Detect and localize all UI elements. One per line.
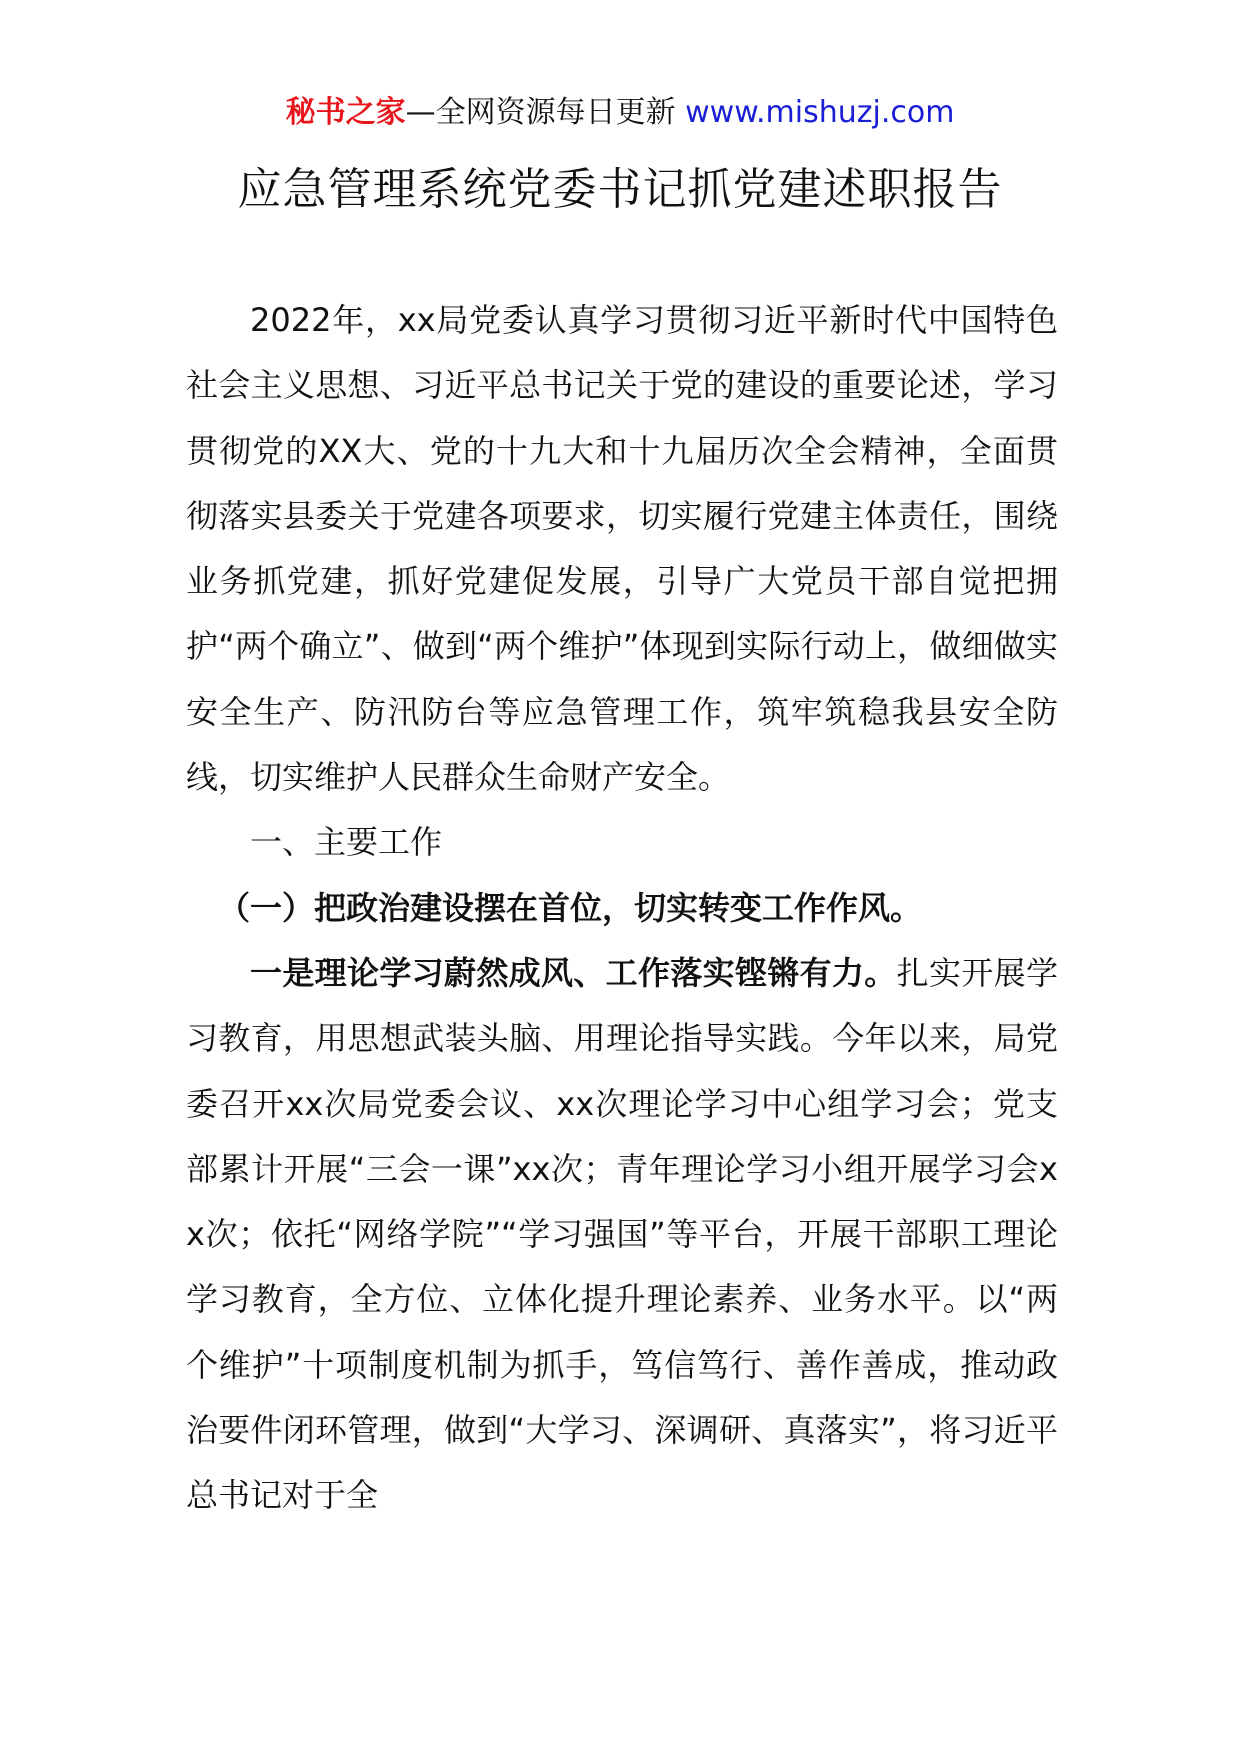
point1-body: 扎实开展学习教育，用思想武装头脑、用理论指导实践。今年以来，局党委召开xx次局党委会议、xx次理论学习中心组学习会；党支部累计开展“三会一课”xx次；青年理论学习小组开展学习会xx次；依托“网络学院”“学习强国”等平台，开展干部职工理论学习教育，全方位、立体化提升理论素养、业务水平。以“两个维护”十项制度机制为抓手，笃信笃行、善作善成，推动政治要件闭环管理，做到“大学习、深调研、真落实”，将习近平总书记对于全 xyxy=(186,953,1058,1515)
site-url-link[interactable]: www.mishuzj.com xyxy=(685,95,955,130)
site-brand: 秘书之家 xyxy=(285,95,406,130)
intro-paragraph: 2022年，xx局党委认真学习贯彻习近平新时代中国特色社会主义思想、习近平总书记关于党的建设的重要论述，学习贯彻党的XX大、党的十九大和十九届历次全会精神，全面贯彻落实县委关于党建各项要求，切实履行党建主体责任，围绕业务抓党建，抓好党建促发展，引导广大党员干部自觉把拥护“两个确立”、做到“两个维护”体现到实际行动上，做细做实安全生产、防汛防台等应急管理工作，筑牢筑稳我县安全防线，切实维护人民群众生命财产安全。 xyxy=(186,301,1058,797)
subsection-heading: （一）把政治建设摆在首位，切实转变工作作风。 xyxy=(218,888,923,927)
point1-lead: 一是理论学习蔚然成风、工作落实铿锵有力。 xyxy=(250,953,897,992)
document-title: 应急管理系统党委书记抓党建述职报告 xyxy=(237,164,1003,215)
site-slogan: —全网资源每日更新 xyxy=(405,95,686,130)
point1-paragraph xyxy=(186,941,1058,1529)
section-heading: 一、主要工作 xyxy=(250,823,443,862)
site-header xyxy=(0,93,1240,133)
document-body xyxy=(186,288,1058,1529)
